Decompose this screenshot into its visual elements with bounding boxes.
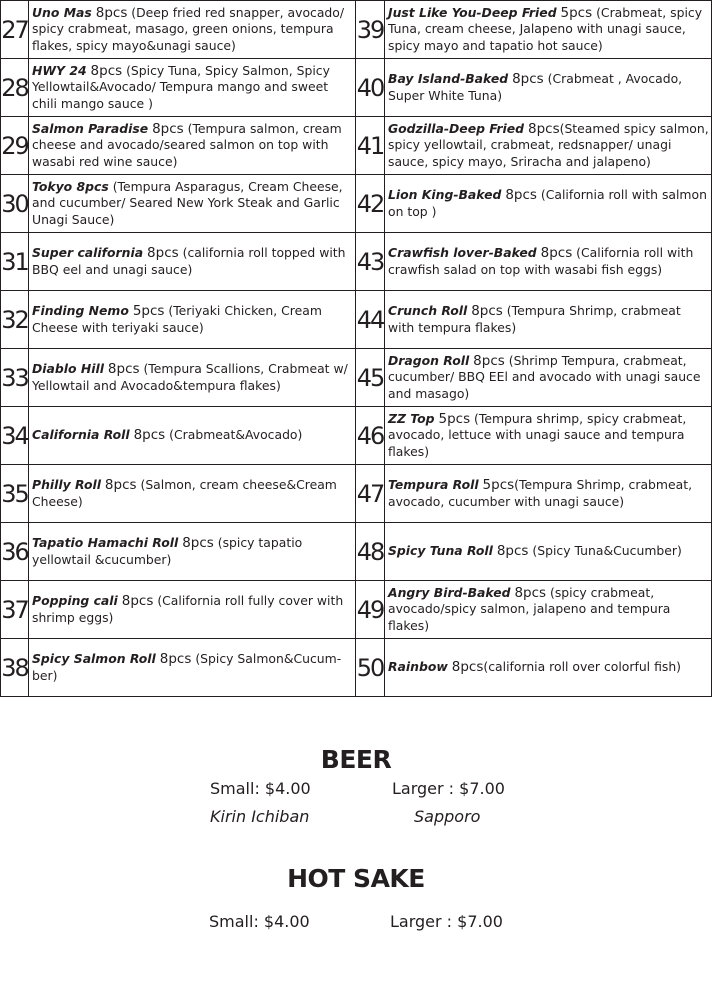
- item-ingredients: (California roll with salmon on top ): [388, 187, 707, 219]
- menu-row: [1, 175, 712, 233]
- item-description: [385, 291, 712, 349]
- item-name: Tokyo 8pcs: [32, 178, 109, 194]
- item-description: [29, 581, 356, 639]
- item-number: 45: [356, 349, 385, 407]
- item-ingredients: (Teriyaki Chicken, Cream Cheese with teriyaki sauce): [32, 303, 322, 335]
- item-piece-count: 5pcs: [438, 410, 471, 427]
- item-name: Spicy Tuna Roll: [388, 543, 493, 559]
- item-ingredients: (Steamed spicy salmon, spicy yellowtail, crabmeat, redsnapper/ unagi sauce, spicy mayo, Sriracha and jalapeno): [388, 120, 709, 169]
- item-number: 32: [1, 291, 29, 349]
- item-name: Dragon Roll: [388, 352, 470, 368]
- beer-large-brand: Sapporo: [414, 807, 481, 826]
- menu-row: [1, 407, 712, 465]
- item-description: [385, 523, 712, 581]
- beer-large-price: Larger : $7.00: [392, 779, 505, 798]
- item-piece-count: 8pcs: [527, 120, 560, 137]
- item-piece-count: 8pcs: [90, 62, 123, 79]
- item-number: 42: [356, 175, 385, 233]
- item-number: 27: [1, 1, 29, 59]
- item-ingredients: (Spicy Tuna&Cucumber): [528, 543, 682, 559]
- menu-row: [1, 349, 712, 407]
- item-number: 46: [356, 407, 385, 465]
- item-piece-count: 8pcs: [512, 71, 544, 87]
- item-number: 44: [356, 291, 385, 349]
- item-ingredients: (California roll with crawfish salad on top with wasabi fish eggs): [388, 245, 694, 277]
- item-ingredients: (Tempura Asparagus, Cream Cheese, and cucumber/ Seared New York Steak and Garlic Unagi Sauce): [32, 178, 343, 227]
- item-description: [29, 349, 356, 407]
- item-ingredients: (California roll fully cover with shrimp eggs): [32, 593, 344, 625]
- menu-row: [1, 233, 712, 291]
- item-description: [385, 465, 712, 523]
- sake-heading: HOT SAKE: [287, 864, 425, 893]
- item-piece-count: 8pcs: [471, 303, 503, 319]
- item-ingredients: (Tempura Shrimp, crabmeat with tempura flakes): [388, 303, 681, 335]
- roll-menu-body: [1, 1, 712, 697]
- item-piece-count: 8pcs: [514, 584, 547, 601]
- item-piece-count: 8pcs: [182, 535, 214, 551]
- item-description: [385, 349, 712, 407]
- item-piece-count: 8pcs: [107, 361, 140, 377]
- item-number: 38: [1, 639, 29, 697]
- item-number: 41: [356, 117, 385, 175]
- beer-section: [0, 745, 712, 774]
- item-name: Popping cali: [32, 593, 118, 608]
- item-name: Crunch Roll: [388, 303, 468, 318]
- item-ingredients: (Tempura Shrimp, crabmeat, avocado, cucumber with unagi sauce): [388, 477, 693, 509]
- item-description: [29, 523, 356, 581]
- item-name: Rainbow: [388, 659, 448, 675]
- menu-row: [1, 581, 712, 639]
- item-name: Uno Mas: [32, 4, 92, 20]
- menu-row: [1, 1, 712, 59]
- item-name: Angry Bird-Baked: [388, 584, 511, 600]
- menu-row: [1, 291, 712, 349]
- menu-row: [1, 523, 712, 581]
- item-piece-count: 8pcs: [540, 245, 573, 261]
- item-description: [29, 407, 356, 465]
- item-ingredients: (Crabmeat, spicy Tuna, cream cheese, Jalapeno with unagi sauce, spicy mayo and tapatio hot sauce): [388, 4, 703, 53]
- item-number: 31: [1, 233, 29, 291]
- item-piece-count: 5pcs: [560, 4, 593, 21]
- item-description: [385, 233, 712, 291]
- item-number: 28: [1, 59, 29, 117]
- item-name: Finding Nemo: [32, 303, 129, 318]
- item-ingredients: (Shrimp Tempura, crabmeat, cucumber/ BBQ EEl and avocado with unagi sauce and masago): [388, 352, 701, 401]
- item-number: 39: [356, 1, 385, 59]
- menu-row: [1, 117, 712, 175]
- item-piece-count: 8pcs: [147, 245, 179, 261]
- item-piece-count: 8pcs: [159, 651, 192, 667]
- item-name: ZZ Top: [388, 410, 435, 426]
- item-description: [385, 1, 712, 59]
- item-piece-count: 8pcs: [121, 593, 154, 609]
- item-name: Tempura Roll: [388, 477, 479, 492]
- item-name: Crawfish lover-Baked: [388, 245, 537, 260]
- item-description: [29, 175, 356, 233]
- item-ingredients: (spicy crabmeat, avocado/spicy salmon, jalapeno and tempura flakes): [388, 584, 671, 633]
- item-name: Tapatio Hamachi Roll: [32, 535, 179, 550]
- item-number: 43: [356, 233, 385, 291]
- item-description: [29, 291, 356, 349]
- item-name: California Roll: [32, 427, 130, 443]
- item-description: [385, 407, 712, 465]
- item-ingredients: (california roll topped with BBQ eel and unagi sauce): [32, 245, 346, 277]
- item-ingredients: (Crabmeat&Avocado): [165, 427, 303, 443]
- item-name: Philly Roll: [32, 477, 101, 492]
- item-number: 50: [356, 639, 385, 697]
- item-piece-count: 8pcs: [505, 187, 537, 203]
- item-description: [29, 639, 356, 697]
- item-name: HWY 24: [32, 62, 87, 78]
- item-name: Just Like You-Deep Fried: [388, 4, 557, 20]
- item-piece-count: 8pcs: [104, 477, 137, 493]
- beer-small-brand: Kirin Ichiban: [210, 807, 310, 826]
- beer-heading: BEER: [320, 745, 392, 774]
- item-piece-count: 8pcs: [473, 352, 505, 369]
- item-name: Bay Island-Baked: [388, 71, 509, 86]
- item-ingredients: (spicy tapatio yellowtail &cucumber): [32, 535, 303, 567]
- item-number: 33: [1, 349, 29, 407]
- item-description: [29, 233, 356, 291]
- menu-row: [1, 639, 712, 697]
- item-number: 30: [1, 175, 29, 233]
- item-ingredients: (california roll over colorful fish): [483, 659, 682, 675]
- menu-row: [1, 59, 712, 117]
- item-number: 34: [1, 407, 29, 465]
- item-number: 40: [356, 59, 385, 117]
- item-piece-count: 5pcs: [482, 477, 515, 493]
- item-description: [29, 465, 356, 523]
- item-number: 36: [1, 523, 29, 581]
- item-name: Diablo Hill: [32, 361, 104, 376]
- item-number: 47: [356, 465, 385, 523]
- item-piece-count: 5pcs: [132, 303, 165, 319]
- sake-large-price: Larger : $7.00: [390, 912, 503, 931]
- item-description: [29, 59, 356, 117]
- item-description: [385, 59, 712, 117]
- item-description: [385, 117, 712, 175]
- item-number: 29: [1, 117, 29, 175]
- item-ingredients: (Tempura salmon, cream cheese and avocado/seared salmon on top with wasabi red wine sauce): [32, 120, 342, 169]
- item-ingredients: (Crabmeat , Avocado, Super White Tuna): [388, 71, 683, 103]
- item-ingredients: (Spicy Salmon&Cucum-ber): [32, 651, 342, 683]
- item-number: 37: [1, 581, 29, 639]
- sake-small-price: Small: $4.00: [209, 912, 310, 931]
- item-number: 35: [1, 465, 29, 523]
- item-ingredients: (Salmon, cream cheese&Cream Cheese): [32, 477, 337, 509]
- item-ingredients: (Deep fried red snapper, avocado/ spicy crabmeat, masago, green onions, tempura flakes, spicy mayo&unagi sauce): [32, 4, 345, 53]
- item-number: 49: [356, 581, 385, 639]
- sake-section: [0, 864, 712, 893]
- item-description: [385, 639, 712, 697]
- item-number: 48: [356, 523, 385, 581]
- item-ingredients: (Spicy Tuna, Spicy Salmon, Spicy Yellowtail&Avocado/ Tempura mango and sweet chili mango sauce ): [32, 62, 330, 111]
- beer-small-price: Small: $4.00: [210, 779, 311, 798]
- item-name: Godzilla-Deep Fried: [388, 120, 525, 136]
- item-piece-count: 8pcs: [496, 543, 529, 560]
- menu-row: [1, 465, 712, 523]
- item-description: [29, 1, 356, 59]
- item-piece-count: 8pcs: [95, 4, 128, 21]
- item-piece-count: 8pcs: [133, 427, 166, 444]
- item-description: [385, 581, 712, 639]
- item-ingredients: (Tempura shrimp, spicy crabmeat, avocado, lettuce with unagi sauce and tempura flakes): [388, 410, 687, 459]
- item-name: Super california: [32, 245, 144, 260]
- item-name: Spicy Salmon Roll: [32, 651, 156, 666]
- item-piece-count: 8pcs: [451, 659, 484, 676]
- item-name: Lion King-Baked: [388, 187, 502, 202]
- item-description: [29, 117, 356, 175]
- item-name: Salmon Paradise: [32, 120, 149, 136]
- item-ingredients: (Tempura Scallions, Crabmeat w/ Yellowtail and Avocado&tempura flakes): [32, 361, 348, 393]
- item-piece-count: 8pcs: [152, 120, 184, 137]
- item-description: [385, 175, 712, 233]
